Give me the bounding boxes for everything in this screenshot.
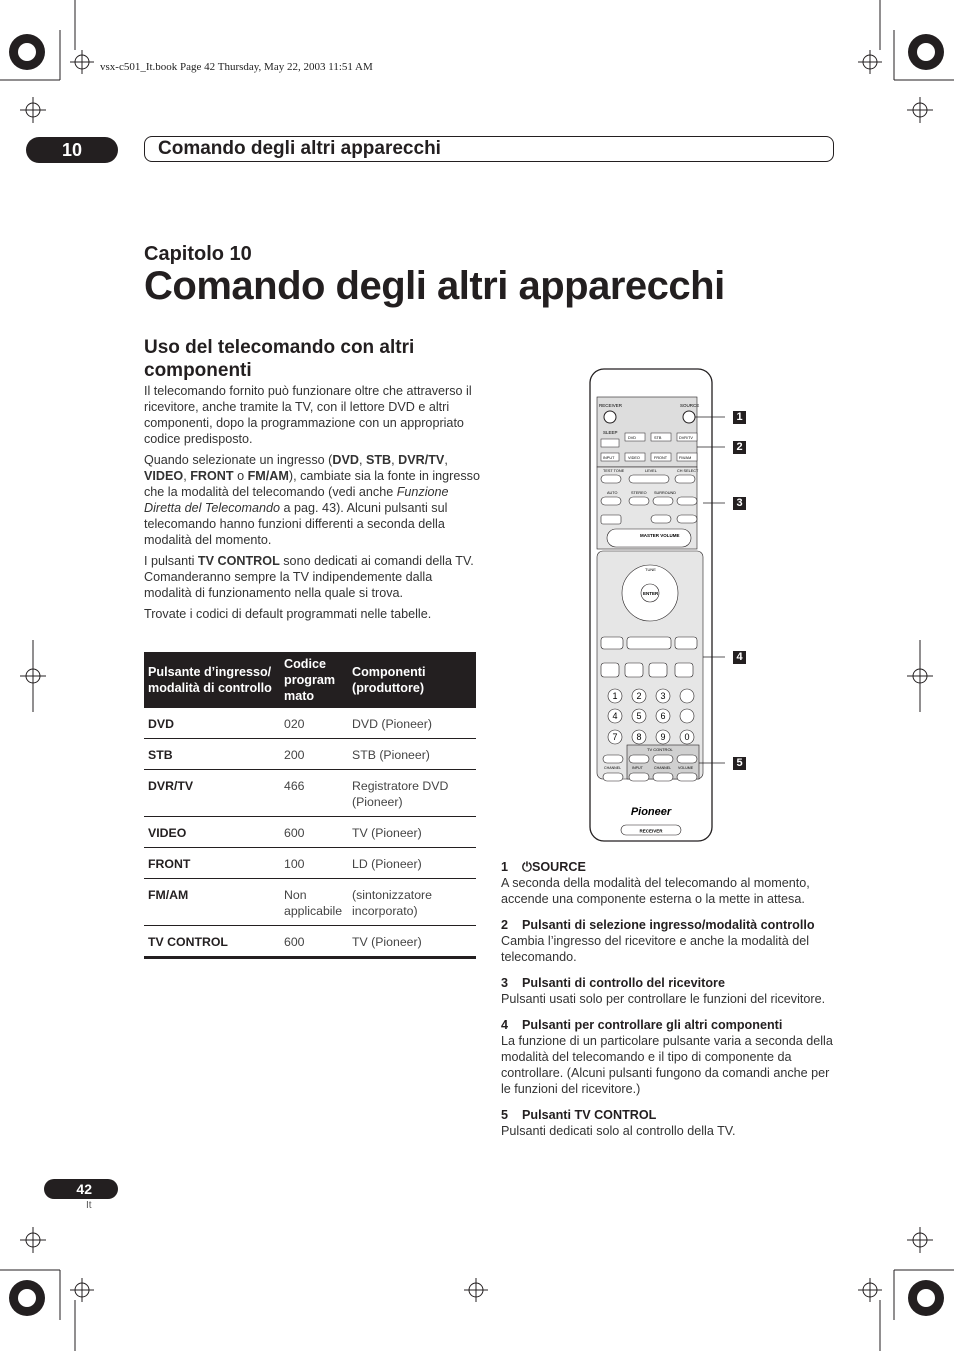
digit-5: 5 (636, 711, 642, 721)
input-dvd-label: DVD (628, 436, 637, 440)
callout-badge: 5 (733, 757, 746, 770)
input-fmam-label: FM/AM (679, 456, 692, 460)
tv-channel2-label: CHANNEL (654, 766, 672, 770)
receiver-top-label: RECEIVER (599, 403, 623, 408)
callout-notes (501, 859, 841, 1149)
digit-0: 0 (684, 732, 690, 742)
tv-channel-label: CHANNEL (604, 766, 622, 770)
section-body (144, 383, 480, 627)
digit-8: 8 (636, 732, 642, 742)
input-front-label: FRONT (654, 456, 668, 460)
callout-badge: 3 (733, 497, 746, 510)
note-text: Cambia l’ingresso del ricevitore e anche la modalità del telecomando. (501, 934, 810, 964)
table-row: FM/AM Non applicabile (sintonizzatore incorporato) (144, 879, 476, 926)
sleep-label: SLEEP (603, 430, 618, 435)
digit-2: 2 (636, 691, 642, 701)
chapter-number-badge: 10 (26, 137, 118, 163)
paragraph: I pulsanti TV CONTROL sono dedicati ai comandi della TV. Comanderanno sempre la TV indipendemente dalla modalità di funzionamento nella quale si trova. (144, 554, 474, 600)
callout-badge: 1 (733, 411, 746, 424)
digit-9: 9 (660, 732, 666, 742)
tv-volume-label: VOLUME (678, 766, 694, 770)
chapter-running-title: Comando degli altri apparecchi (158, 138, 441, 159)
column-header: Componenti (produttore) (348, 652, 476, 708)
digit-4: 4 (612, 711, 618, 721)
source-top-label: SOURCE (680, 403, 700, 408)
note-heading: 1 ⏻SOURCE (501, 860, 586, 874)
note-heading: 4 Pulsanti per controllare gli altri componenti (501, 1018, 783, 1032)
page-number: 42 (44, 1179, 118, 1199)
input-stb-label: STB (654, 436, 662, 440)
master-volume-label: MASTER VOLUME (640, 533, 680, 538)
note-text: A seconda della modalità del telecomando al momento, accende una componente esterna o la mette in attesa. (501, 876, 810, 906)
receiver-bottom-label: RECEIVER (639, 828, 663, 834)
input-label: INPUT (603, 456, 615, 460)
callout-badge: 4 (733, 651, 746, 664)
table-row: DVR/TV 466 Registratore DVD (Pioneer) (144, 770, 476, 817)
note-heading: 2 Pulsanti di selezione ingresso/modalità controllo (501, 918, 815, 932)
paragraph: Il telecomando fornito può funzionare oltre che attraverso il ricevitore, anche tramite la TV, con il lettore DVD e altri componenti, dopo la programmazione con un appropriato codice predisposto. (144, 384, 472, 446)
file-meta: vsx-c501_It.book Page 42 Thursday, May 22, 2003 11:51 AM (100, 61, 373, 73)
table-row: FRONT 100 LD (Pioneer) (144, 848, 476, 879)
enter-label: ENTER (643, 591, 659, 596)
column-header: Codice program mato (280, 652, 348, 708)
tune-label: TUNE (645, 567, 656, 572)
digit-3: 3 (660, 691, 666, 701)
note-heading: 5 Pulsanti TV CONTROL (501, 1108, 657, 1122)
codes-table (144, 652, 476, 959)
chapter-title: Comando degli altri apparecchi (144, 264, 725, 308)
note-text: Pulsanti usati solo per controllare le funzioni del ricevitore. (501, 992, 826, 1006)
surround-label: SURROUND (654, 491, 676, 495)
section-title: Uso del telecomando con altri componenti (144, 337, 415, 381)
note-text: Pulsanti dedicati solo al controllo della TV. (501, 1124, 736, 1138)
tv-input-label: INPUT (632, 766, 643, 770)
tv-control-label: TV CONTROL (647, 747, 673, 752)
level-label: LEVEL (645, 469, 657, 473)
callout-badge: 2 (733, 441, 746, 454)
digit-6: 6 (660, 711, 666, 721)
auto-label: AUTO (607, 491, 618, 495)
digit-7: 7 (612, 732, 618, 742)
chapter-label: Capitolo 10 (144, 243, 252, 265)
table-row: TV CONTROL 600 TV (Pioneer) (144, 926, 476, 958)
note-text: La funzione di un particolare pulsante varia a seconda della modalità del telecomando e il tipo di componente da controllare. (Alcuni pulsanti fungono da comandi anche per le funzioni del ricevitore.) (501, 1034, 833, 1096)
table-header-row (144, 652, 476, 708)
digit-1: 1 (612, 691, 618, 701)
table-row: STB 200 STB (Pioneer) (144, 739, 476, 770)
power-icon: ⏻ (522, 860, 532, 874)
test-tone-label: TEST TONE (603, 469, 625, 473)
stereo-label: STEREO (631, 491, 647, 495)
paragraph: Quando selezionate un ingresso (DVD, STB, DVR/TV, VIDEO, FRONT o FM/AM), cambiate sia la fonte in ingresso che la modalità del telecomando (vedi anche Funzione Diretta del Telecomando a pag. 43). Alcuni pulsanti sul telecomando hanno funzioni differenti a seconda della modalità del momento. (144, 453, 480, 547)
remote-control-illustration (585, 365, 755, 845)
input-video-label: VIDEO (628, 456, 640, 460)
chapter-running-title-bar (144, 136, 834, 162)
column-header: Pulsante d’ingresso/ modalità di controllo (144, 652, 280, 708)
input-dvrtv-label: DVR/TV (679, 436, 693, 440)
note-heading: 3 Pulsanti di controllo del ricevitore (501, 976, 725, 990)
pioneer-logo: Pioneer (630, 806, 672, 818)
table-row: DVD 020 DVD (Pioneer) (144, 708, 476, 739)
paragraph: Trovate i codici di default programmati nelle tabelle. (144, 607, 432, 621)
ch-select-label: CH SELECT (677, 469, 699, 473)
page-language: It (86, 1200, 92, 1211)
table-row: VIDEO 600 TV (Pioneer) (144, 817, 476, 848)
